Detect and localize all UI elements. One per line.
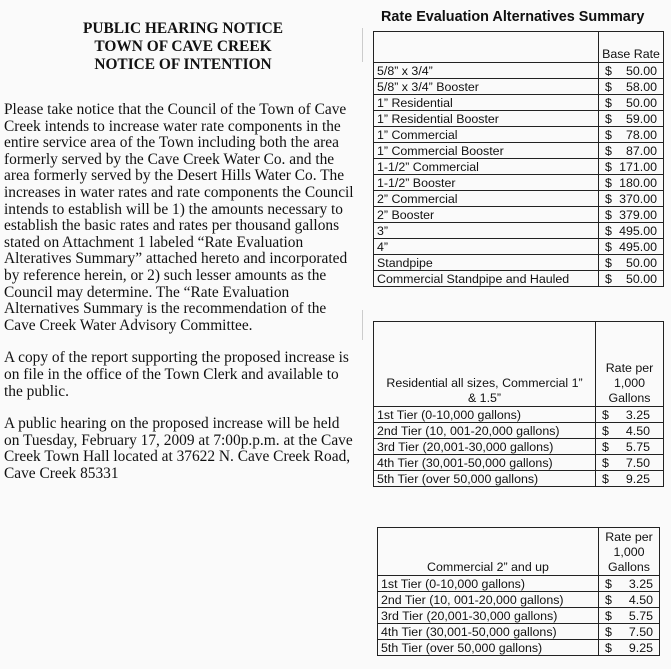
base-rate-row — [374, 79, 664, 95]
row-rate — [596, 471, 664, 487]
currency-sign: $ — [605, 127, 612, 142]
commercial-tier-row — [378, 640, 660, 656]
rate-header-line: Rate per — [605, 530, 653, 544]
rate-value: 50.00 — [625, 95, 657, 110]
rate-header-line: 1,000 — [613, 545, 645, 559]
base-rate-header: Base Rate — [599, 32, 664, 63]
currency-sign: $ — [605, 608, 612, 623]
table-header-row — [374, 32, 664, 63]
rate-header-line: Rate per — [605, 361, 654, 375]
commercial-tier-rows — [378, 576, 660, 656]
commercial-tier-row — [378, 608, 660, 624]
summary-title: Rate Evaluation Alternatives Summary — [381, 9, 645, 25]
rate-value: 495.00 — [619, 223, 657, 238]
currency-sign: $ — [605, 223, 612, 238]
row-label: 1” Residential Booster — [374, 111, 599, 127]
row-label: 5/8” x 3/4” — [374, 63, 599, 79]
notice-paragraph-intention: Please take notice that the Council of the Town of Cave Creek intends to increase water rate components in the entire service area of the Town including both the area formerly served by the Cave Creek Water Co. and the area formerly served by the Desert Hills Water Co. The increases in water rates and rate components the Council intends to establish will be 1) the amounts necessary to establish the basic rates and rates per thousand gallons stated on Attachment 1 labeled “Rate Evaluation Alteratives Summary” attached hereto and incorporated by reference herein, or 2) such lesser amounts as the Council may determine. The “Rate Evaluation Alternatives Summary is the recommendation of the Cave Creek Water Advisory Committee. — [4, 101, 354, 334]
row-label: 2nd Tier (10, 001-20,000 gallons) — [378, 592, 599, 608]
rate-value: 50.00 — [625, 63, 657, 78]
row-label: 1st Tier (0-10,000 gallons) — [374, 407, 596, 423]
residential-category-header — [374, 322, 596, 407]
base-rate-row — [374, 111, 664, 127]
currency-sign: $ — [605, 159, 612, 174]
row-rate — [599, 640, 660, 656]
currency-sign: $ — [605, 592, 612, 607]
residential-category-line: Residential all sizes, Commercial 1” — [386, 376, 583, 390]
base-rate-row — [374, 95, 664, 111]
row-label: 4th Tier (30,001-50,000 gallons) — [378, 624, 599, 640]
currency-sign: $ — [605, 271, 612, 286]
base-rate-row — [374, 159, 664, 175]
currency-sign: $ — [605, 63, 612, 78]
row-rate — [599, 79, 664, 95]
base-rate-row — [374, 127, 664, 143]
currency-sign: $ — [605, 239, 612, 254]
commercial-category-header: Commercial 2” and up — [378, 528, 599, 576]
base-rate-row — [374, 239, 664, 255]
row-rate — [599, 239, 664, 255]
rate-value: 171.00 — [619, 159, 657, 174]
row-rate — [596, 439, 664, 455]
row-rate — [599, 111, 664, 127]
rate-value: 58.00 — [625, 79, 657, 94]
rate-value: 7.50 — [628, 624, 653, 639]
row-rate — [599, 63, 664, 79]
commercial-tier-row — [378, 576, 660, 592]
commercial-tier-row — [378, 624, 660, 640]
currency-sign: $ — [602, 423, 609, 438]
column-divider — [362, 28, 363, 62]
rate-value: 180.00 — [619, 175, 657, 190]
row-label: 5th Tier (over 50,000 gallons) — [378, 640, 599, 656]
commercial-tier-row — [378, 592, 660, 608]
currency-sign: $ — [605, 175, 612, 190]
residential-tier-row — [374, 455, 664, 471]
rate-per-1000-header — [599, 528, 660, 576]
row-rate — [599, 207, 664, 223]
residential-tier-row — [374, 471, 664, 487]
base-rate-row — [374, 143, 664, 159]
base-rate-row — [374, 255, 664, 271]
base-rate-rows — [374, 63, 664, 287]
row-label: 3” — [374, 223, 599, 239]
notice-heading-line: PUBLIC HEARING NOTICE — [82, 20, 284, 37]
currency-sign: $ — [605, 207, 612, 222]
row-label: Commercial Standpipe and Hauled — [374, 271, 599, 287]
row-rate — [599, 592, 660, 608]
base-rate-row — [374, 175, 664, 191]
row-rate — [599, 608, 660, 624]
currency-sign: $ — [605, 111, 612, 126]
rate-value: 379.00 — [619, 207, 657, 222]
row-label: 1-1/2” Booster — [374, 175, 599, 191]
row-rate — [599, 255, 664, 271]
row-rate — [599, 127, 664, 143]
notice-paragraph-hearing: A public hearing on the proposed increase will be held on Tuesday, February 17, 2009 at 7:00p.p.m. at the Cave Creek Town Hall located at 37622 N. Cave Creek Road, Cave Creek 85331 — [4, 415, 353, 482]
row-rate — [599, 143, 664, 159]
rate-value: 495.00 — [619, 239, 657, 254]
rate-value: 370.00 — [619, 191, 657, 206]
row-label: 1” Commercial Booster — [374, 143, 599, 159]
table-header-blank — [374, 32, 599, 63]
residential-tier-row — [374, 407, 664, 423]
row-label: 4th Tier (30,001-50,000 gallons) — [374, 455, 596, 471]
rate-header-line: 1,000 — [613, 376, 645, 390]
currency-sign: $ — [605, 624, 612, 639]
rate-value: 4.50 — [625, 423, 650, 438]
notice-heading-line: NOTICE OF INTENTION — [94, 56, 272, 73]
rate-value: 59.00 — [625, 111, 657, 126]
row-rate — [599, 624, 660, 640]
row-rate — [599, 191, 664, 207]
row-rate — [599, 95, 664, 111]
base-rate-row — [374, 207, 664, 223]
residential-tier-row — [374, 439, 664, 455]
row-label: Standpipe — [374, 255, 599, 271]
base-rate-row — [374, 271, 664, 287]
rate-header-line: Gallons — [607, 560, 650, 574]
row-label: 5th Tier (over 50,000 gallons) — [374, 471, 596, 487]
public-hearing-notice — [4, 20, 354, 482]
row-rate — [596, 407, 664, 423]
row-label: 2” Commercial — [374, 191, 599, 207]
currency-sign: $ — [605, 576, 612, 591]
row-label: 1” Residential — [374, 95, 599, 111]
row-label: 4” — [374, 239, 599, 255]
rate-value: 5.75 — [628, 608, 653, 623]
currency-sign: $ — [605, 640, 612, 655]
currency-sign: $ — [602, 439, 609, 454]
residential-tier-table — [373, 321, 664, 487]
currency-sign: $ — [605, 255, 612, 270]
row-label: 2” Booster — [374, 207, 599, 223]
base-rate-row — [374, 191, 664, 207]
row-rate — [599, 576, 660, 592]
row-rate — [599, 159, 664, 175]
rate-value: 4.50 — [628, 592, 653, 607]
table-header-row — [378, 528, 660, 576]
rate-value: 9.25 — [625, 471, 650, 486]
residential-category-line: & 1.5” — [467, 391, 502, 405]
rate-value: 50.00 — [625, 255, 657, 270]
rate-value: 50.00 — [625, 271, 657, 286]
currency-sign: $ — [605, 191, 612, 206]
row-label: 3rd Tier (20,001-30,000 gallons) — [378, 608, 599, 624]
notice-heading-line: TOWN OF CAVE CREEK — [94, 38, 272, 55]
rate-value: 5.75 — [625, 439, 650, 454]
row-label: 1-1/2” Commercial — [374, 159, 599, 175]
row-label: 5/8” x 3/4” Booster — [374, 79, 599, 95]
residential-tier-rows — [374, 407, 664, 487]
rate-value: 3.25 — [625, 407, 650, 422]
notice-paragraph-report: A copy of the report supporting the proposed increase is on file in the office of the Town Clerk and available to the public. — [4, 349, 349, 400]
column-divider — [362, 310, 363, 340]
row-rate — [599, 175, 664, 191]
row-rate — [596, 455, 664, 471]
row-rate — [596, 423, 664, 439]
residential-tier-row — [374, 423, 664, 439]
base-rate-row — [374, 63, 664, 79]
row-rate — [599, 271, 664, 287]
currency-sign: $ — [605, 95, 612, 110]
currency-sign: $ — [602, 407, 609, 422]
rate-value: 78.00 — [625, 127, 657, 142]
row-label: 1” Commercial — [374, 127, 599, 143]
rate-per-1000-header — [596, 322, 664, 407]
row-label: 1st Tier (0-10,000 gallons) — [378, 576, 599, 592]
rate-value: 87.00 — [625, 143, 657, 158]
base-rate-table — [373, 31, 664, 287]
currency-sign: $ — [602, 471, 609, 486]
rate-value: 3.25 — [628, 576, 653, 591]
row-label: 2nd Tier (10, 001-20,000 gallons) — [374, 423, 596, 439]
commercial-tier-table — [377, 527, 660, 656]
rate-value: 7.50 — [625, 455, 650, 470]
currency-sign: $ — [602, 455, 609, 470]
base-rate-row — [374, 223, 664, 239]
currency-sign: $ — [605, 79, 612, 94]
row-label: 3rd Tier (20,001-30,000 gallons) — [374, 439, 596, 455]
rate-header-line: Gallons — [608, 391, 651, 405]
table-header-row — [374, 322, 664, 407]
row-rate — [599, 223, 664, 239]
currency-sign: $ — [605, 143, 612, 158]
rate-value: 9.25 — [628, 640, 653, 655]
